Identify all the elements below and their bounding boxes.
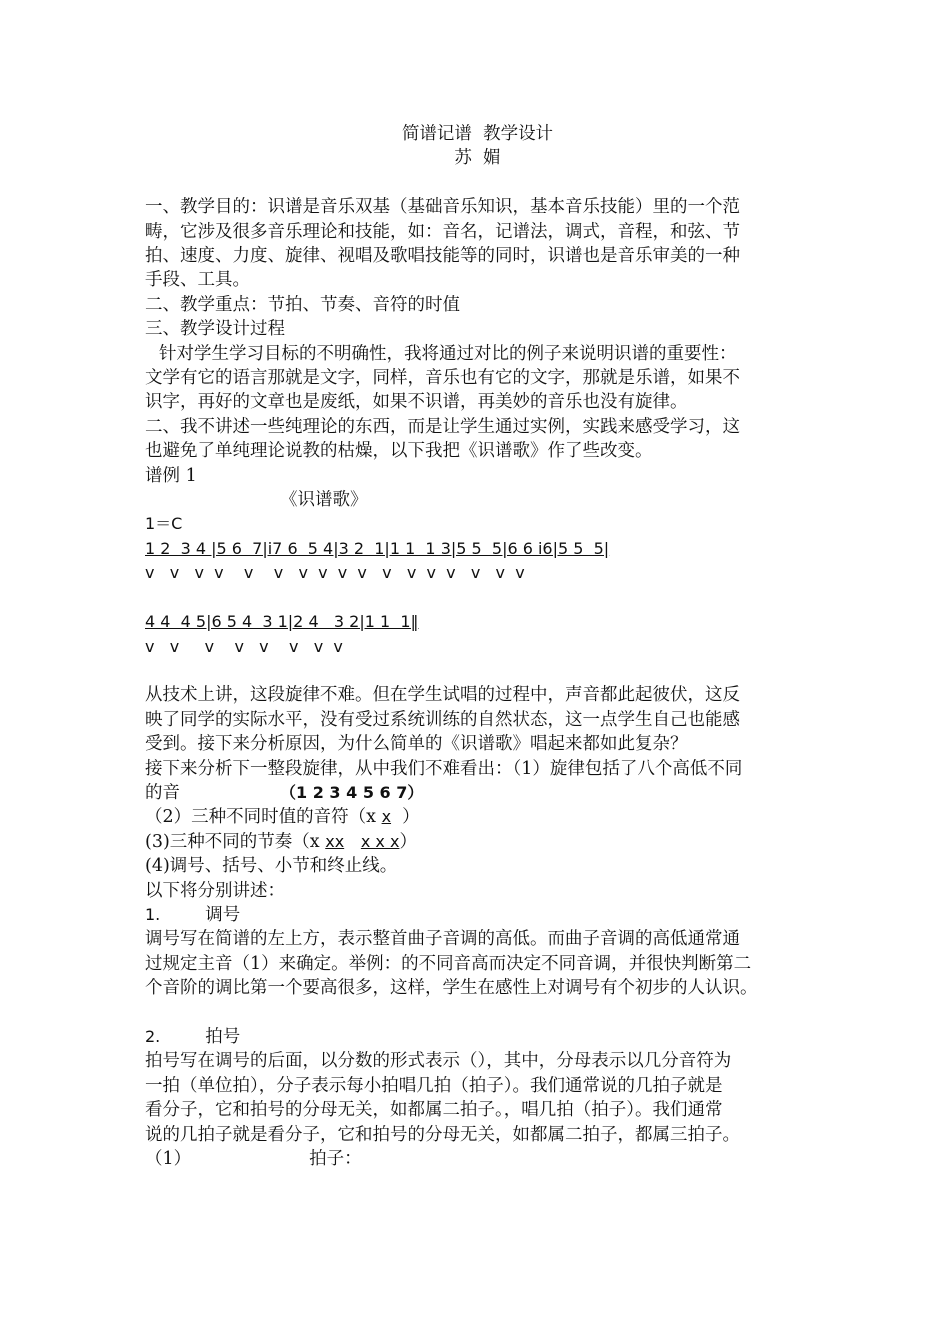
paragraph-line: 从技术上讲，这段旋律不难。但在学生试唱的过程中，声音都此起彼伏，这反 [145,685,740,706]
list-item: (4)调号、括号、小节和终止线。 [145,856,398,877]
paragraph-line [145,781,810,805]
list-item [145,830,810,854]
paragraph-line: 个音阶的调比第一个要高很多，这样，学生在感性上对调号有个初步的人认识。 [145,978,758,999]
paragraph-line: 一拍（单位拍），分子表示每小拍唱几拍（拍子）。我们通常说的几拍子就是 [145,1075,723,1096]
breath-marks-line: v v v v v v v v [145,636,343,656]
paragraph-line: 映了同学的实际水平，没有受过系统训练的自然状态，这一点学生自己也能感 [145,709,740,730]
paragraph-line: 手段、工具。 [145,270,250,291]
paragraph-line: 以下将分别讲述： [145,880,285,901]
example-label: 谱例 1 [145,465,197,486]
paragraph-line: 拍号写在调号的后面，以分数的形式表示（），其中，分母表示以几分音符为 [145,1051,732,1072]
paragraph-line: 调号写在简谱的左上方，表示整首曲子音调的高低。而曲子音调的高低通常通 [145,929,740,950]
breath-marks-line: v v v v v v v v v v v v v v v v v [145,563,525,583]
heading-text: 调号 [205,904,241,925]
paragraph-line: 文学有它的语言那就是文字，同样，音乐也有它的文字，那就是乐谱，如果不 [145,368,740,389]
text-prefix: （2）三种不同时值的音符（x [145,807,382,828]
text-gap [344,832,361,852]
heading-number: 2. [145,1026,161,1046]
numbered-heading [145,903,810,927]
doc-author: 苏 媚 [454,148,501,169]
numbered-heading [145,1147,810,1171]
heading-text: 拍号 [205,1026,241,1047]
paragraph-line: 看分子，它和拍号的分母无关，如都属二拍子。，唱几拍（拍子）。我们通常 [145,1100,723,1121]
section-heading: 三、教学设计过程 [145,319,285,340]
text-prefix: (3)三种不同的节奏（x [145,831,326,852]
paragraph-line: 拍、速度、力度、旋律、视唱及歌唱技能等的同时，识谱也是音乐审美的一种 [145,246,740,267]
text-suffix: ） [399,831,417,852]
paragraph-line: 过规定主音（1）来确定。举例：的不同音高而决定不同音调，并很快判断第二 [145,953,752,974]
paragraph-line: 也避免了单纯理论说教的枯燥，以下我把《识谱歌》作了些改变。 [145,441,653,462]
paragraph-line: 识字，再好的文章也是废纸，如果不识谱，再美妙的音乐也没有旋律。 [145,392,688,413]
paragraph-line: 二、我不讲述一些纯理论的东西，而是让学生通过实例，实践来感受学习，这 [145,416,740,437]
paragraph-line: 受到。接下来分析原因，为什么简单的《识谱歌》唱起来都如此复杂？ [145,734,688,755]
doc-title: 简谱记谱 教学设计 [401,124,554,144]
list-item [145,805,810,829]
underlined-note: x [381,807,392,827]
key-signature: 1＝C [145,514,183,534]
score-line: 4 4 4 5|6 5 4 3 1|2 4 3 2|1 1 1‖ [145,612,419,632]
score-line: 1 2 3 4 |5 6 7|i7 6 5 4|3 2 1|1 1 1 3|5 5 5|6 6 i6|5 5 5| [145,538,610,558]
text-prefix: 的音 [145,782,180,803]
document-page [145,122,810,1171]
paragraph-line: 针对学生学习目标的不明确性，我将通过对比的例子来说明识谱的重要性： [159,343,737,364]
scale-notes: （1 2 3 4 5 6 7） [280,782,424,802]
text-suffix: ） [391,807,420,828]
paragraph-line: 接下来分析下一整段旋律，从中我们不难看出：（1）旋律包括了八个高低不同 [145,758,743,779]
numbered-heading [145,1025,810,1049]
heading-number: 1. [145,904,161,924]
paragraph-line: 一、教学目的：识谱是音乐双基（基础音乐知识，基本音乐技能）里的一个范 [145,197,740,218]
paragraph-line: 畴，它涉及很多音乐理论和技能，如：音名，记谱法，调式，音程，和弦、节 [145,221,740,242]
paragraph-line: 说的几拍子就是看分子，它和拍号的分母无关，如都属二拍子，都属三拍子。 [145,1124,740,1145]
heading-number: （1） [145,1149,192,1169]
section-heading: 二、教学重点：节拍、节奏、音符的时值 [145,294,460,315]
heading-text: 拍子： [309,1149,362,1169]
underlined-note: xx [325,831,345,851]
underlined-note: x x x [360,831,400,851]
song-title: 《识谱歌》 [280,490,368,511]
